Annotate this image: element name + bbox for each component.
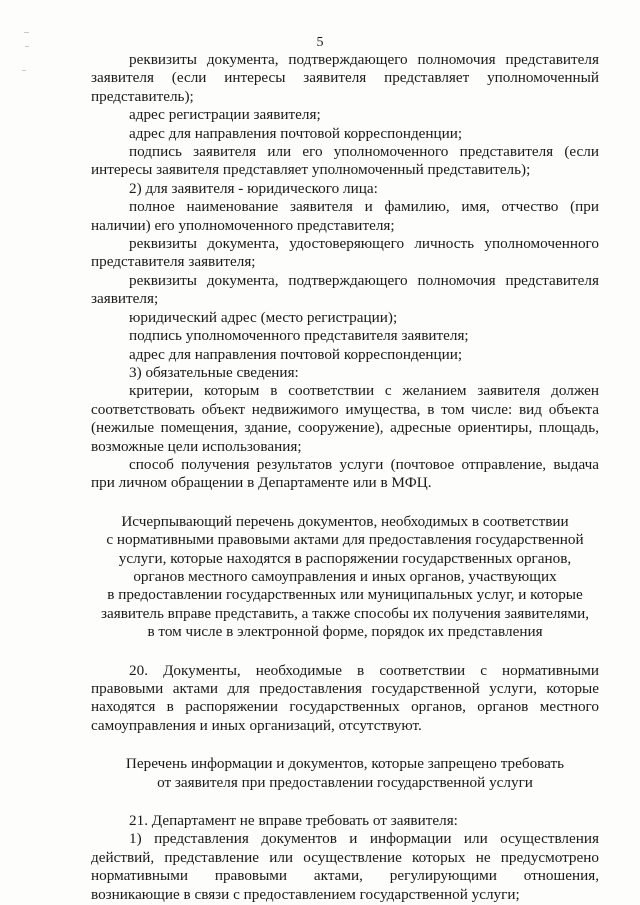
paragraph: способ получения результатов услуги (почтовое отправление, выдача при личном обращении в Департаменте или в МФЦ. [91, 455, 599, 492]
paragraph: реквизиты документа, удостоверяющего личность уполномоченного представителя заявителя; [91, 235, 599, 271]
paragraph: подпись заявителя или его уполномоченного представителя (если интересы заявителя представляет уполномоченный представитель); [91, 143, 599, 179]
heading-line: заявитель вправе представить, а также способы их получения заявителями, [100, 604, 590, 622]
document-body [91, 51, 599, 904]
heading-line: услуги, которые находятся в распоряжении государственных органов, [118, 549, 572, 567]
heading-line: Исчерпывающий перечень документов, необходимых в соответствии [121, 512, 569, 530]
heading-line: органов местного самоуправления и иных органов, участвующих [133, 567, 557, 585]
paragraph: полное наименование заявителя и фамилию, имя, отчество (при наличии) его уполномоченного представителя; [91, 198, 599, 234]
paragraph: адрес регистрации заявителя; [129, 106, 321, 124]
paragraph: 3) обязательные сведения: [129, 363, 299, 381]
paragraph: критерии, которым в соответствии с желанием заявителя должен соответствовать объект недвижимого имущества, в том числе: вид объекта (нежилые помещения, здание, сооружение), адресные ориентиры, площадь, возможные цели использования; [91, 382, 599, 455]
paragraph: адрес для направления почтовой корреспонденции; [129, 124, 463, 142]
section-heading [91, 513, 599, 642]
paragraph-21: 21. Департамент не вправе требовать от заявителя: [129, 812, 458, 830]
paragraph: адрес для направления почтовой корреспонденции; [129, 345, 463, 363]
paragraph: 2) для заявителя - юридического лица: [129, 179, 378, 197]
heading-line: с нормативными правовыми актами для предоставления государственной [106, 531, 584, 549]
paragraph-20: 20. Документы, необходимые в соответствии с нормативными правовыми актами для предоставления государственной услуги, которые находятся в распоряжении государственных органов, органов местного самоуправления и иных организаций, отсутствуют. [91, 661, 599, 734]
paragraph: реквизиты документа, подтверждающего полномочия представителя заявителя; [91, 271, 599, 308]
heading-line: от заявителя при предоставлении государственной услуги [157, 773, 533, 791]
requisites-section [91, 51, 599, 493]
paragraph: 1) представления документов и информации или осуществления действий, представление или осуществление которых не предусмотрено нормативными правовыми актами, регулирующими отношения, возникающие в связи с предоставлением государственной услуги; [91, 830, 599, 903]
scan-mark [24, 32, 29, 33]
heading-line: в том числе в электронной форме, порядок их представления [147, 623, 543, 641]
paragraph: реквизиты документа, подтверждающего полномочия представителя заявителя (если интересы заявителя представляет уполномоченный представитель); [91, 51, 599, 105]
section-heading [91, 755, 599, 792]
paragraph: юридический адрес (место регистрации); [129, 308, 398, 326]
scan-mark [22, 70, 26, 71]
paragraph: подпись уполномоченного представителя заявителя; [129, 327, 469, 345]
heading-line: Перечень информации и документов, которые запрещено требовать [125, 755, 565, 773]
page-number: 5 [316, 35, 324, 50]
heading-line: в предоставлении государственных или муниципальных услуг, и которые [107, 586, 583, 604]
